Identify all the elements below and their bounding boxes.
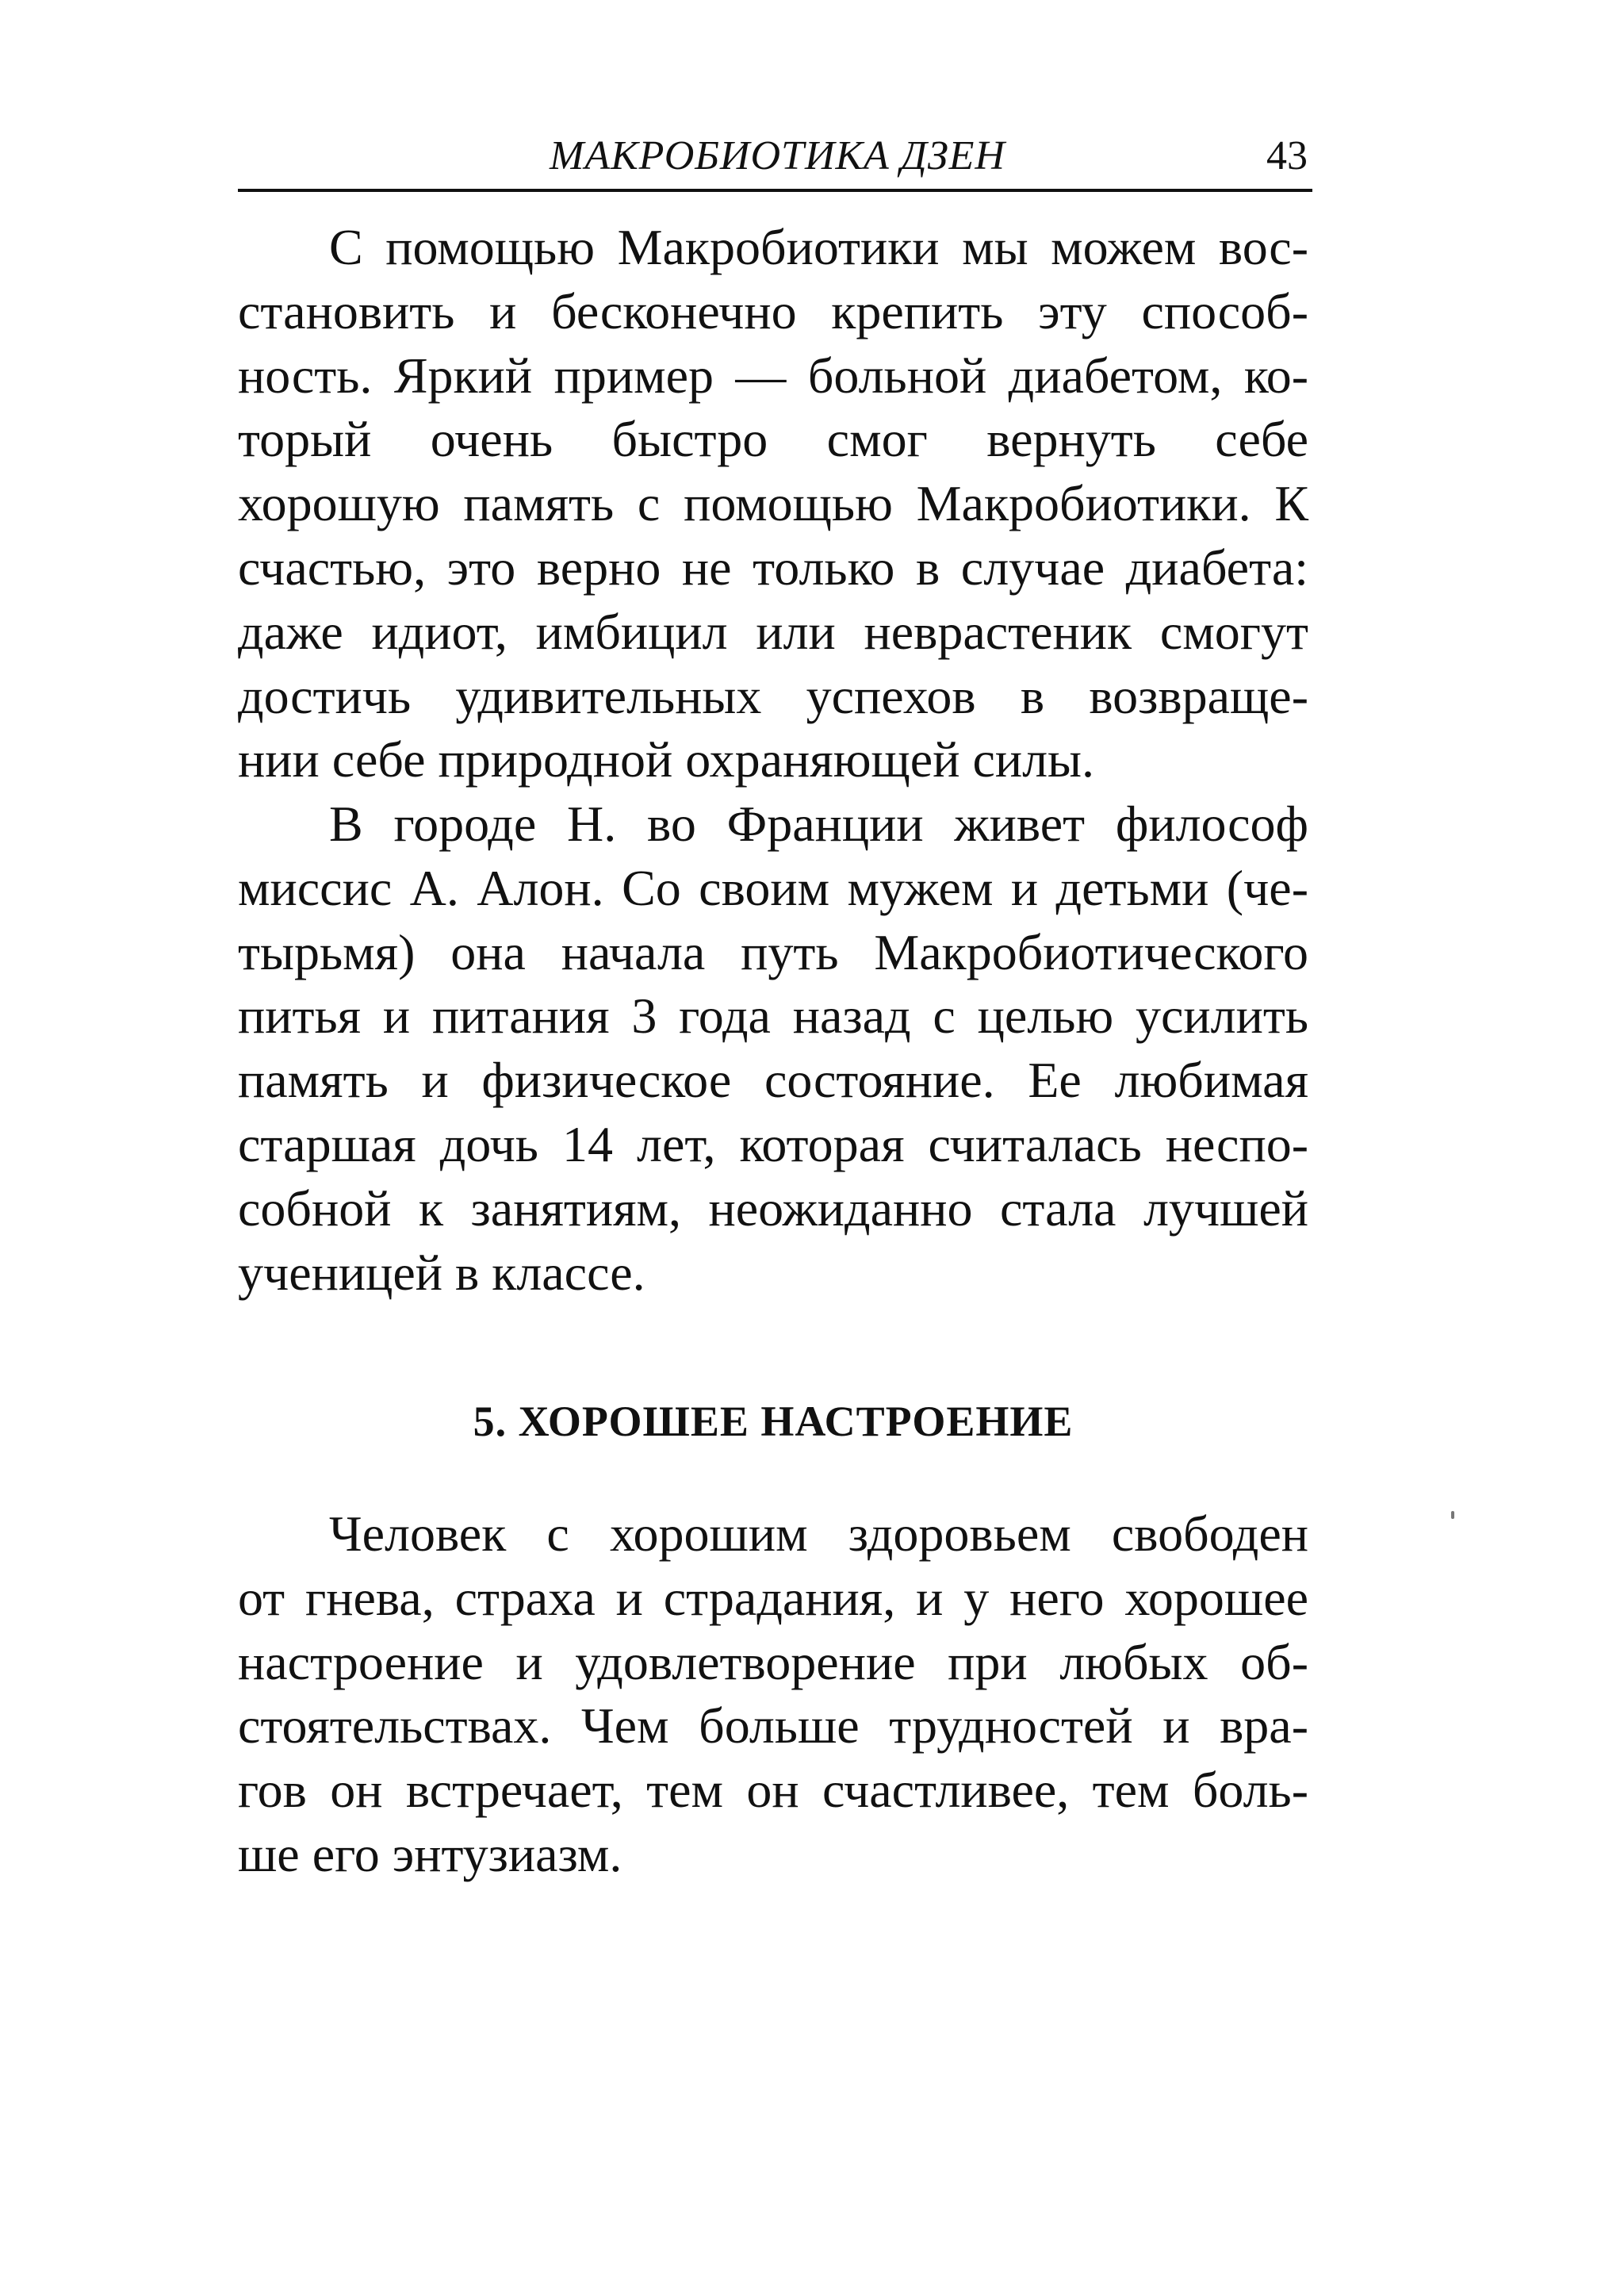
text-line: настроение и удовлетворение при любых об- [238, 1633, 1308, 1690]
section-heading: 5. ХОРОШЕЕ НАСТРОЕНИЕ [473, 1398, 1074, 1445]
text-line: хорошую память с помощью Макробиотики. К [238, 475, 1308, 532]
paragraph-example [238, 792, 1308, 1305]
text-line: старшая дочь 14 лет, которая считалась неспо- [238, 1115, 1308, 1172]
text-line: счастью, это верно не только в случае диабета: [238, 539, 1308, 596]
text-line: В городе Н. во Франции живет философ [329, 796, 1308, 852]
text-line: нии себе природной охраняющей силы. [238, 731, 1095, 788]
running-header [238, 127, 1312, 192]
text-line: питья и питания 3 года назад с целью усилить [238, 988, 1308, 1045]
page-number: 43 [1266, 133, 1308, 178]
text-line: собной к занятиям, неожиданно стала лучшей [238, 1179, 1308, 1237]
text-line: ше его энтузиазм. [238, 1825, 622, 1882]
text-line: миссис А. Алон. Со своим мужем и детьми (че- [238, 859, 1308, 916]
text-line: тырьмя) она начала путь Макробиотического [238, 923, 1308, 980]
text-line: стоятельствах. Чем больше трудностей и вра- [238, 1697, 1308, 1755]
paragraph-good-mood [238, 1502, 1308, 1887]
text-line: становить и бесконечно крепить эту способ- [238, 282, 1308, 339]
scan-speck [1451, 1511, 1454, 1519]
text-line: С помощью Макробиотики мы можем вос- [329, 219, 1308, 275]
text-line: ученицей в классе. [238, 1244, 645, 1301]
text-line: Человек с хорошим здоровьем свободен [329, 1505, 1308, 1562]
text-line: гов он встречает, тем он счастливее, тем боль- [238, 1762, 1308, 1819]
text-line: память и физическое состояние. Ее любимая [238, 1052, 1308, 1109]
text-line: даже идиот, имбицил или неврастеник смогут [238, 603, 1308, 660]
text-line: от гнева, страха и страдания, и у него хорошее [238, 1569, 1308, 1626]
text-line: торый очень быстро смог вернуть себе [238, 411, 1308, 468]
text-line: ность. Яркий пример — больной диабетом, ко- [238, 347, 1308, 404]
running-title: МАКРОБИОТИКА ДЗЕН [550, 133, 1005, 178]
paragraph-memory [238, 216, 1308, 792]
text-line: достичь удивительных успехов в возвраще- [238, 667, 1308, 724]
